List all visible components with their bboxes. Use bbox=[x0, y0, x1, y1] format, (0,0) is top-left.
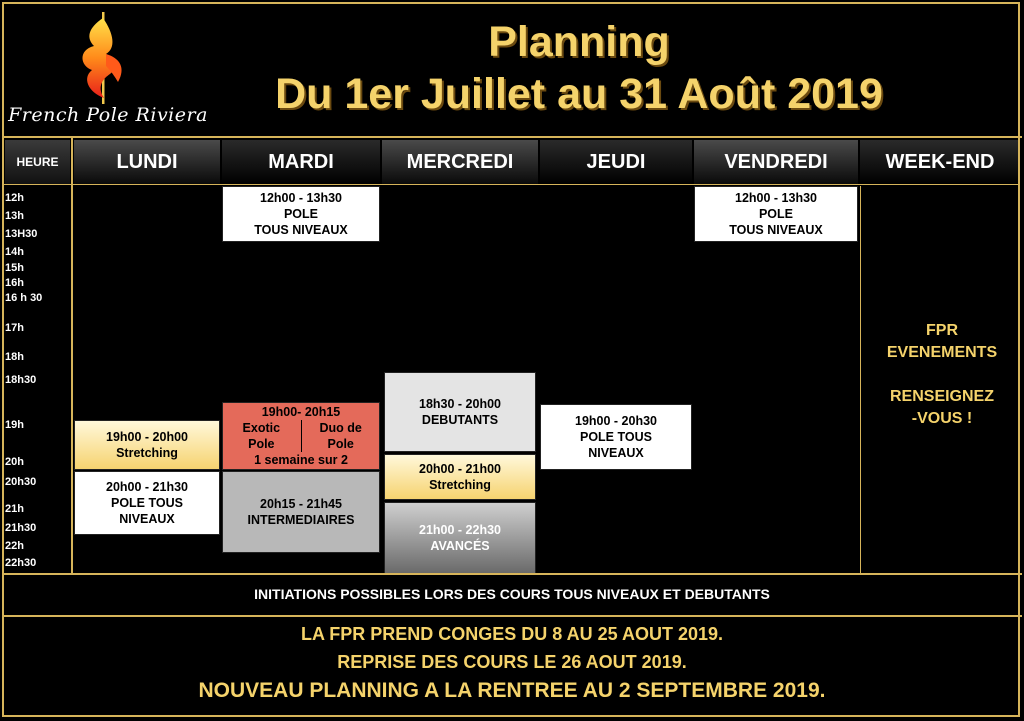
weekend-line: RENSEIGNEZ bbox=[889, 388, 994, 405]
footer-line-planning: NOUVEAU PLANNING A LA RENTREE AU 2 SEPTEMBRE 2019. bbox=[198, 679, 826, 702]
class-time: 12h00 - 13h30 bbox=[735, 191, 817, 205]
time-label: 20h bbox=[5, 456, 24, 468]
header-heure: HEURE bbox=[5, 140, 70, 184]
time-label: 21h bbox=[5, 503, 24, 515]
logo-text: French Pole Riviera bbox=[8, 104, 208, 126]
duo-pole bbox=[303, 420, 378, 452]
class-note: 1 semaine sur 2 bbox=[254, 453, 348, 467]
class-name: POLE TOUS bbox=[579, 430, 652, 444]
class-time: 21h00 - 22h30 bbox=[419, 523, 501, 537]
class-mercredi-stretching bbox=[384, 454, 536, 500]
time-label: 12h bbox=[5, 192, 24, 204]
time-label: 17h bbox=[5, 322, 24, 334]
duo-pole-label: Pole bbox=[327, 437, 354, 451]
time-label: 16h bbox=[5, 277, 24, 289]
weekend-events bbox=[862, 320, 1022, 430]
class-level: NIVEAUX bbox=[119, 512, 175, 526]
class-time: 19h00- 20h15 bbox=[261, 405, 341, 419]
weekend-line: FPR bbox=[926, 322, 958, 339]
class-time: 20h00 - 21h00 bbox=[419, 462, 501, 476]
class-level: TOUS NIVEAUX bbox=[729, 223, 823, 237]
class-time: 19h00 - 20h30 bbox=[575, 414, 657, 428]
duo-label: Duo de bbox=[319, 421, 362, 435]
time-label: 16 h 30 bbox=[5, 292, 43, 304]
time-label: 20h30 bbox=[5, 476, 37, 488]
time-label: 22h bbox=[5, 540, 24, 552]
class-name: AVANCÉS bbox=[430, 539, 490, 553]
pole-dancer-logo-icon bbox=[8, 8, 208, 108]
header-mercredi: MERCREDI bbox=[382, 140, 538, 184]
class-lundi-pole bbox=[74, 471, 220, 535]
class-mardi-intermediaires bbox=[222, 471, 380, 553]
time-label: 15h bbox=[5, 262, 24, 274]
time-label: 22h30 bbox=[5, 557, 37, 569]
page-subtitle: Du 1er Juillet au 31 Août 2019 bbox=[275, 70, 883, 118]
footer-line-reprise: REPRISE DES COURS LE 26 AOUT 2019. bbox=[337, 652, 687, 672]
class-time: 20h15 - 21h45 bbox=[260, 497, 342, 511]
exotic-pole bbox=[224, 420, 299, 452]
class-split bbox=[223, 420, 379, 452]
class-level: NIVEAUX bbox=[588, 446, 644, 460]
class-name: POLE TOUS bbox=[110, 496, 183, 510]
time-label: 18h30 bbox=[5, 374, 37, 386]
divider-line bbox=[2, 136, 1022, 138]
weekend-line: -VOUS ! bbox=[911, 410, 973, 427]
class-divider bbox=[301, 420, 302, 452]
class-mardi-exotic-duo bbox=[222, 402, 380, 470]
class-name: Stretching bbox=[429, 478, 491, 492]
time-label: 21h30 bbox=[5, 522, 37, 534]
time-label: 14h bbox=[5, 246, 24, 258]
class-time: 12h00 - 13h30 bbox=[260, 191, 342, 205]
class-name: POLE bbox=[283, 207, 319, 221]
class-mercredi-avances bbox=[384, 502, 536, 574]
divider-line bbox=[2, 615, 1022, 617]
class-mercredi-debutants bbox=[384, 372, 536, 452]
class-jeudi-pole bbox=[540, 404, 692, 470]
class-name: Stretching bbox=[116, 446, 178, 460]
time-label: 19h bbox=[5, 419, 24, 431]
header-jeudi: JEUDI bbox=[540, 140, 692, 184]
initiation-note: INITIATIONS POSSIBLES LORS DES COURS TOUS NIVEAUX ET DEBUTANTS bbox=[254, 586, 770, 602]
divider-line bbox=[71, 138, 73, 573]
class-name: INTERMEDIAIRES bbox=[247, 513, 355, 527]
class-vendredi-pole-midi bbox=[694, 186, 858, 242]
header-lundi: LUNDI bbox=[74, 140, 220, 184]
class-time: 20h00 - 21h30 bbox=[106, 480, 188, 494]
page-title: Planning bbox=[488, 18, 670, 66]
exotic-pole-label: Pole bbox=[248, 437, 275, 451]
time-label: 18h bbox=[5, 351, 24, 363]
time-label: 13h bbox=[5, 210, 24, 222]
footer-notice bbox=[4, 620, 1020, 706]
divider-line bbox=[4, 184, 1020, 185]
class-name: POLE bbox=[758, 207, 794, 221]
weekend-line: EVENEMENTS bbox=[886, 344, 998, 361]
class-time: 18h30 - 20h00 bbox=[419, 397, 501, 411]
exotic-label: Exotic bbox=[242, 421, 281, 435]
class-mardi-pole-midi bbox=[222, 186, 380, 242]
header-weekend: WEEK-END bbox=[860, 140, 1020, 184]
class-time: 19h00 - 20h00 bbox=[106, 430, 188, 444]
header-vendredi: VENDREDI bbox=[694, 140, 858, 184]
divider-line bbox=[860, 186, 861, 573]
logo bbox=[8, 8, 208, 132]
weekend-spacer bbox=[862, 364, 1022, 386]
time-label: 13H30 bbox=[5, 228, 38, 240]
class-lundi-stretching bbox=[74, 420, 220, 470]
footer-line-conges: LA FPR PREND CONGES DU 8 AU 25 AOUT 2019. bbox=[300, 624, 724, 644]
header-mardi: MARDI bbox=[222, 140, 380, 184]
class-name: DEBUTANTS bbox=[421, 413, 499, 427]
class-level: TOUS NIVEAUX bbox=[254, 223, 348, 237]
